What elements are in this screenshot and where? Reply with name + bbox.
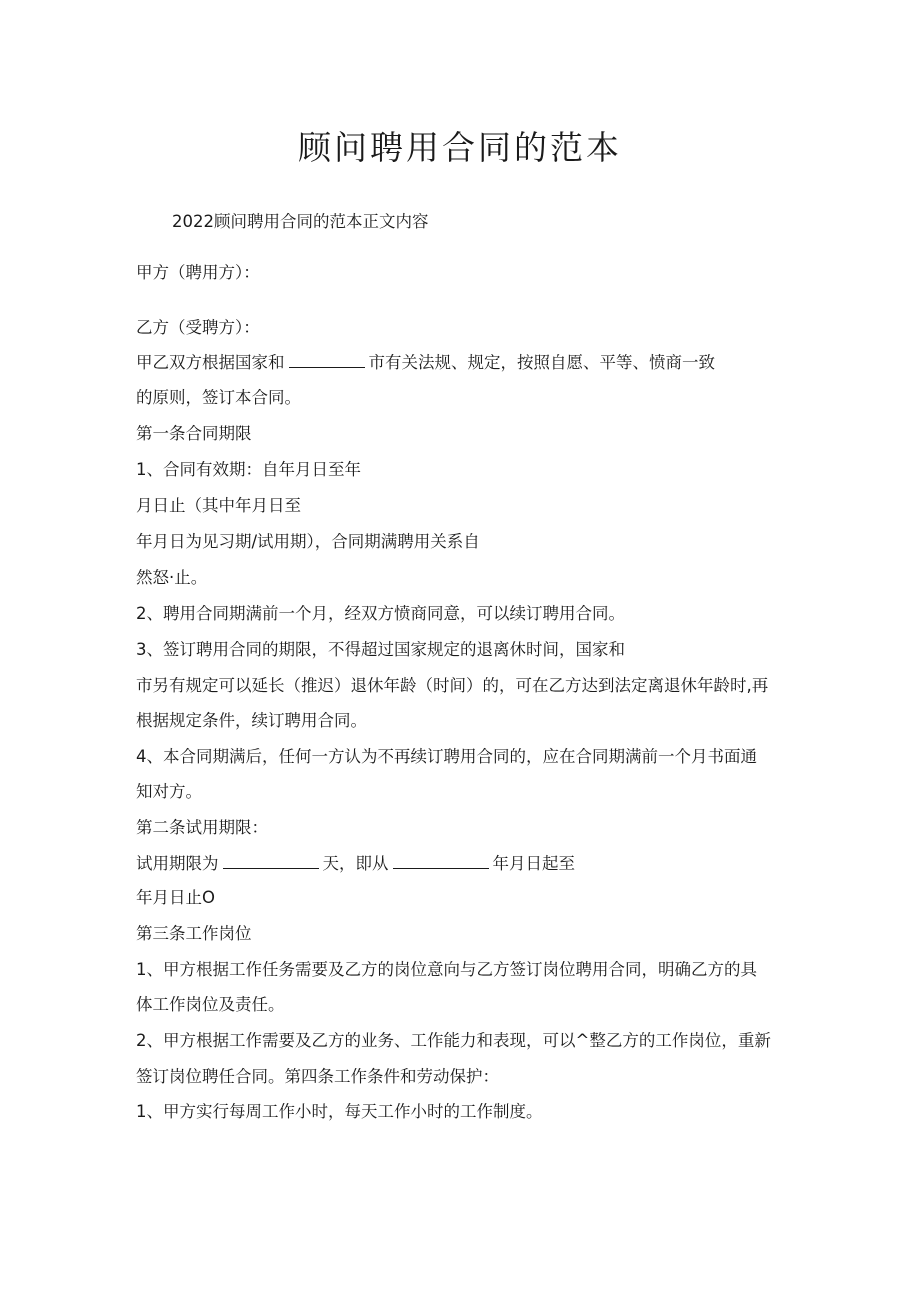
article-1-item-3-line-3: 根据规定条件，续订聘用合同。 — [136, 711, 367, 730]
article-3-item-2-line-1: 2、甲方根据工作需要及乙方的业务、工作能力和表现，可以^整乙方的工作岗位，重新 — [136, 1031, 771, 1050]
article-3-item-1-line-1: 1、甲方根据工作任务需要及乙方的岗位意向与乙方签订岗位聘用合同，明确乙方的具 — [136, 960, 757, 979]
party-a-line: 甲方（聘用方）： — [136, 263, 260, 282]
article-2-heading: 第二条试用期限： — [136, 818, 268, 837]
article-3-heading: 第三条工作岗位 — [136, 924, 252, 943]
document-title: 顾问聘用合同的范本 — [298, 128, 622, 167]
article-1-item-4-line-1: 4、本合同期满后，任何一方认为不再续订聘用合同的，应在合同期满前一个月书面通 — [136, 747, 757, 766]
article-1-item-1-line-3: 年月日为见习期/试用期），合同期满聘用关系自 — [136, 532, 480, 551]
article-1-item-3-line-1: 3、签订聘用合同的期限，不得超过国家规定的退离休时间，国家和 — [136, 640, 625, 659]
party-b-line: 乙方（受聘方）： — [136, 318, 260, 337]
article-1-item-1-line-1: 1、合同有效期：自年月日至年 — [136, 460, 361, 479]
intro-text-b: 市有关法规、规定，按照自愿、平等、愤商一致 — [368, 353, 715, 372]
article-3-item-2-line-2: 签订岗位聘任合同。第四条工作条件和劳动保护： — [136, 1067, 499, 1086]
intro-text-a: 甲乙双方根据国家和 — [136, 353, 285, 372]
trial-days-blank — [223, 852, 319, 869]
intro-line-1 — [136, 351, 715, 374]
trial-text-a: 试用期限为 — [136, 854, 219, 873]
article-1-item-1-line-2: 月日止（其中年月日至 — [136, 496, 301, 515]
article-1-item-3-line-2: 市另有规定可以延长（推迟）退休年龄（时间）的，可在乙方达到法定离退休年龄时,再 — [136, 676, 769, 695]
article-2-line-2: 年月日止O — [136, 888, 215, 907]
article-2-line-1 — [136, 852, 575, 875]
document-subtitle: 2022顾问聘用合同的范本正文内容 — [172, 212, 429, 231]
article-3-item-1-line-2: 体工作岗位及责任。 — [136, 995, 285, 1014]
intro-line-2: 的原则，签订本合同。 — [136, 388, 301, 407]
trial-text-c: 年月日起至 — [492, 854, 575, 873]
article-1-heading: 第一条合同期限 — [136, 424, 252, 443]
article-1-item-4-line-2: 知对方。 — [136, 782, 202, 801]
city-blank — [289, 351, 365, 368]
article-1-item-1-line-4: 然怒·止。 — [136, 568, 208, 587]
trial-start-blank — [393, 852, 489, 869]
article-4-item-1: 1、甲方实行每周工作小时，每天工作小时的工作制度。 — [136, 1102, 543, 1121]
article-1-item-2: 2、聘用合同期满前一个月，经双方愤商同意，可以续订聘用合同。 — [136, 604, 625, 623]
trial-text-b: 天，即从 — [322, 854, 389, 873]
